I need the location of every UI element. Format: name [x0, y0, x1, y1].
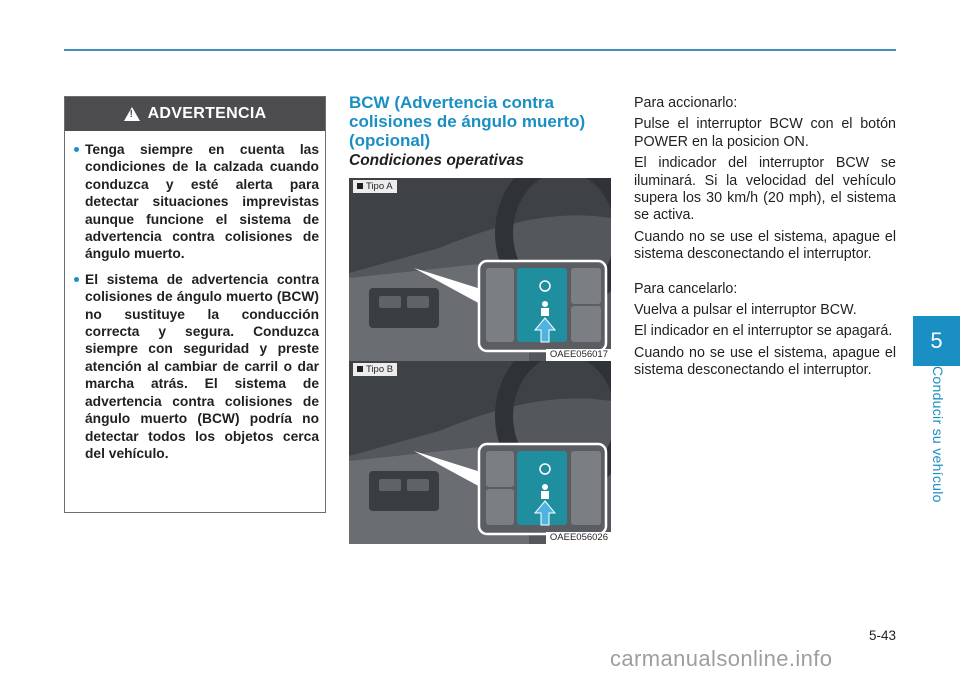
paragraph: El indicador en el interruptor se apagará.	[634, 323, 893, 340]
warning-triangle-icon	[124, 107, 140, 121]
figure-code: OAEE056017	[546, 349, 611, 361]
warning-item: Tenga siempre en cuenta las condiciones de la calzada cuando conduzca y esté alerta para detectar situaciones imprevistas aunque funcione el sistema de advertencia contra colisiones de ángulo muerto.	[73, 141, 319, 263]
paragraph: Pulse el interruptor BCW con el botón POWER en la posicion ON.	[634, 116, 896, 150]
section-title: BCW (Advertencia contra colisiones de ángulo muerto) (opcional)	[349, 93, 586, 150]
warning-header	[65, 97, 325, 131]
figure-type-b	[349, 361, 611, 544]
chapter-title: Conducir su vehículo	[930, 366, 946, 503]
body-text	[634, 95, 896, 384]
watermark[interactable]: carmanualsonline.info	[610, 646, 833, 671]
figure-code: OAEE056026	[546, 532, 611, 544]
figure-label: Tipo B	[353, 363, 397, 376]
paragraph: Para accionarlo:	[634, 95, 738, 111]
paragraph: Vuelva a pulsar el interruptor BCW.	[634, 302, 857, 319]
warning-title: ADVERTENCIA	[147, 105, 267, 122]
dashboard-illustration-a	[349, 178, 611, 361]
figure-type-a	[349, 178, 611, 361]
paragraph: El indicador del interruptor BCW se iluminará. Si la velocidad del vehículo supera los 30 km/h (20 mph), el sistema se activa.	[634, 155, 896, 224]
warning-item: El sistema de advertencia contra colisiones de ángulo muerto (BCW) no sustituye la conducción correcta y segura. Conduzca siempre con seguridad y preste atención al cambiar de carril o dar marcha atrás. El sistema de advertencia contra colisiones de ángulo muerto (BCW) podría no detectar todos los objetos cerca del vehículo.	[73, 271, 319, 462]
paragraph: Cuando no se use el sistema, apague el sistema desconectando el interruptor.	[634, 344, 896, 379]
subsection-title: Condiciones operativas	[349, 152, 524, 169]
paragraph: Para cancelarlo:	[634, 280, 738, 297]
chapter-tab[interactable]: 5	[913, 316, 960, 366]
top-rule	[64, 49, 896, 51]
paragraph: Cuando no se use el sistema, apague el sistema desconectando el interruptor.	[634, 228, 896, 263]
page-number: 5-43	[868, 628, 896, 643]
warning-list	[65, 131, 325, 462]
dashboard-illustration-b	[349, 361, 611, 544]
figure-label: Tipo A	[353, 180, 397, 193]
warning-box	[64, 96, 326, 513]
